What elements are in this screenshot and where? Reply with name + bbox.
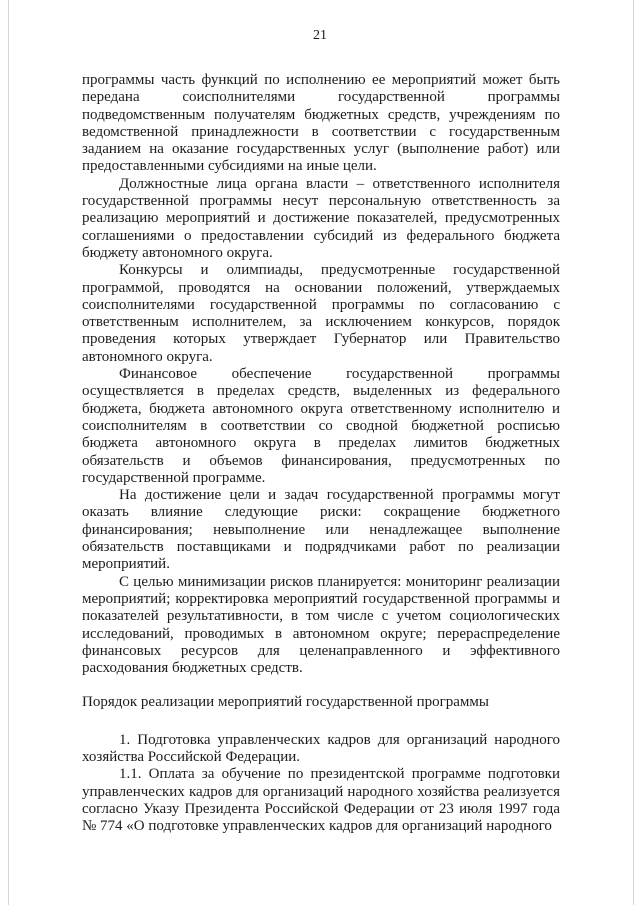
- paragraph: Финансовое обеспечение государственной программы осуществляется в пределах средств, выделенных из федерального бюджета, бюджета автономного округа ответственному исполнителю и соисполнителям в соответствии со сводной бюджетной росписью бюджета автономного округа в пределах лимитов бюджетных обязательств и объемов финансирования, предусмотренных по государственной программе.: [82, 366, 560, 486]
- body-text: [82, 72, 560, 835]
- paragraph: 1. Подготовка управленческих кадров для организаций народного хозяйства Российской Федерации.: [82, 731, 560, 765]
- paragraph: программы часть функций по исполнению ее мероприятий может быть передана соисполнителями государственной программы подведомственным получателям бюджетных средств, учреждениям по ведомственной принадлежности в соответствии с государственным заданием на оказание государственных услуг (выполнение работ) или предоставленными субсидиями на иные цели.: [82, 72, 560, 175]
- paragraph: С целью минимизации рисков планируется: мониторинг реализации мероприятий; корректировка мероприятий государственной программы и показателей результативности, в том числе с учетом социологических исследований, проводимых в автономном округе; перераспределение финансовых ресурсов для целенаправленного и эффективного расходования бюджетных средств.: [82, 573, 560, 677]
- paragraph: Должностные лица органа власти – ответственного исполнителя государственной программы несут персональную ответственность за реализацию мероприятий и достижение показателей, предусмотренных соглашениями о предоставлении субсидий из федерального бюджета бюджету автономного округа.: [82, 175, 560, 261]
- paragraph: 1.1. Оплата за обучение по президентской программе подготовки управленческих кадров для организаций народного хозяйства реализуется согласно Указу Президента Российской Федерации от 23 июля 1997 года № 774 «О подготовке управленческих кадров для организаций народного: [82, 766, 560, 835]
- page-number: 21: [313, 28, 327, 43]
- section-title: Порядок реализации мероприятий государственной программы: [82, 694, 489, 711]
- paragraph: На достижение цели и задач государственной программы могут оказать влияние следующие риски: сокращение бюджетного финансирования; невыполнение или ненадлежащее выполнение обязательств поставщиками и подрядчиками работ по реализации мероприятий.: [82, 487, 560, 573]
- paragraph: Конкурсы и олимпиады, предусмотренные государственной программой, проводятся на основании положений, утверждаемых соисполнителями государственной программы по согласованию с ответственным исполнителем, за исключением конкурсов, порядок проведения которых утверждает Губернатор или Правительство автономного округа.: [82, 262, 560, 365]
- scan-edge-right: [633, 0, 634, 905]
- scan-edge-left: [8, 0, 9, 905]
